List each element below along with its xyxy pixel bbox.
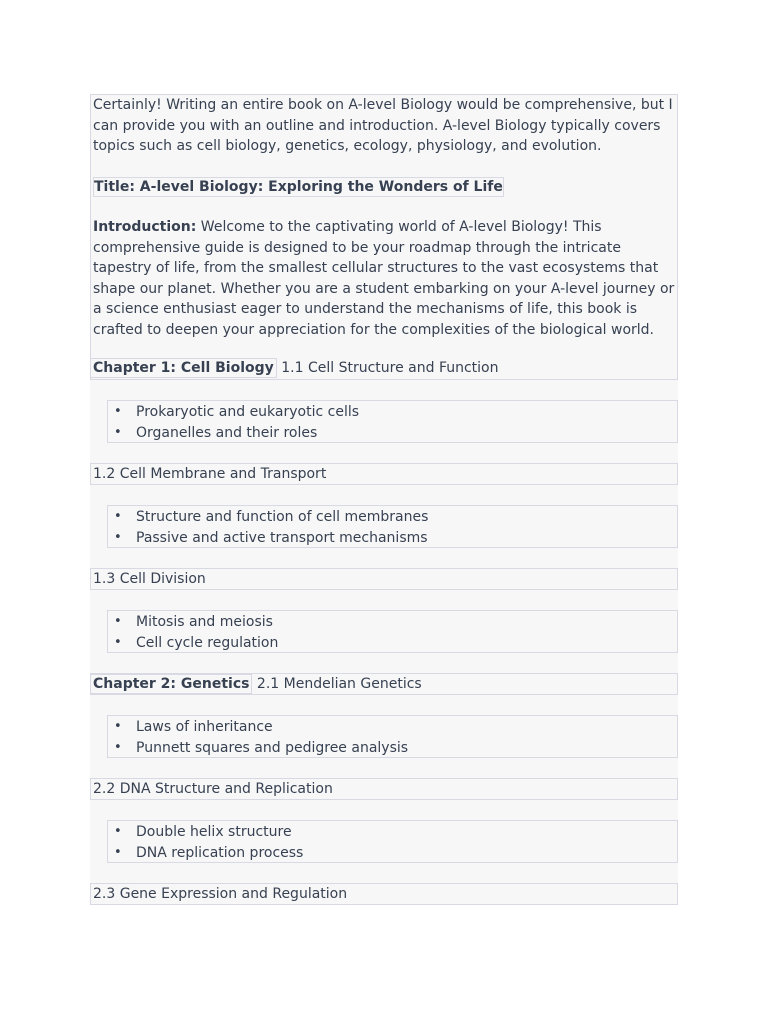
section-2-1-title: 2.1 Mendelian Genetics: [252, 676, 422, 692]
intro-section: [90, 94, 678, 381]
list-item: • Prokaryotic and eukaryotic cells: [108, 402, 677, 423]
introduction-paragraph: [93, 217, 675, 340]
book-title: Title: A-level Biology: Exploring the Wonders of Life: [94, 178, 503, 195]
chapter-2-heading: [90, 673, 678, 695]
chapter-1-label: Chapter 1: Cell Biology: [90, 358, 277, 378]
list-item: • Structure and function of cell membranes: [108, 507, 677, 528]
section-1-2-list: [107, 505, 678, 548]
section-2-2-heading: 2.2 DNA Structure and Replication: [90, 778, 678, 800]
chapter-1-heading: [90, 358, 678, 380]
list-item: • Laws of inheritance: [108, 717, 677, 738]
section-2-2-list: [107, 820, 678, 863]
list-item: • Double helix structure: [108, 822, 677, 843]
list-item: • Passive and active transport mechanisms: [108, 528, 677, 549]
introduction-label: Introduction:: [93, 219, 197, 235]
section-2-3-heading: 2.3 Gene Expression and Regulation: [90, 883, 678, 905]
list-item: • Cell cycle regulation: [108, 633, 677, 654]
document-body: [90, 94, 678, 905]
section-1-1-title: 1.1 Cell Structure and Function: [276, 360, 499, 376]
section-1-2-heading: 1.2 Cell Membrane and Transport: [90, 463, 678, 485]
section-1-1-list: [107, 400, 678, 443]
section-2-1-list: [107, 715, 678, 758]
section-1-3-heading: 1.3 Cell Division: [90, 568, 678, 590]
list-item: • Organelles and their roles: [108, 423, 677, 444]
list-item: • Punnett squares and pedigree analysis: [108, 738, 677, 759]
list-item: • Mitosis and meiosis: [108, 612, 677, 633]
list-item: • DNA replication process: [108, 843, 677, 864]
section-1-3-list: [107, 610, 678, 653]
introduction-text: Welcome to the captivating world of A-level Biology! This comprehensive guide is designed to be your roadmap through the intricate tapestry of life, from the smallest cellular structures to the vast ecosystems that shape our planet. Whether you are a student embarking on your A-level journey or a science enthusiast eager to understand the mechanisms of life, this book is crafted to deepen your appreciation for the complexities of the biological world.: [93, 219, 675, 338]
intro-paragraph: Certainly! Writing an entire book on A-level Biology would be comprehensive, but I can provide you with an outline and introduction. A-level Biology typically covers topics such as cell biology, genetics, ecology, physiology, and evolution.: [93, 97, 673, 154]
chapter-2-label: Chapter 2: Genetics: [90, 674, 252, 694]
